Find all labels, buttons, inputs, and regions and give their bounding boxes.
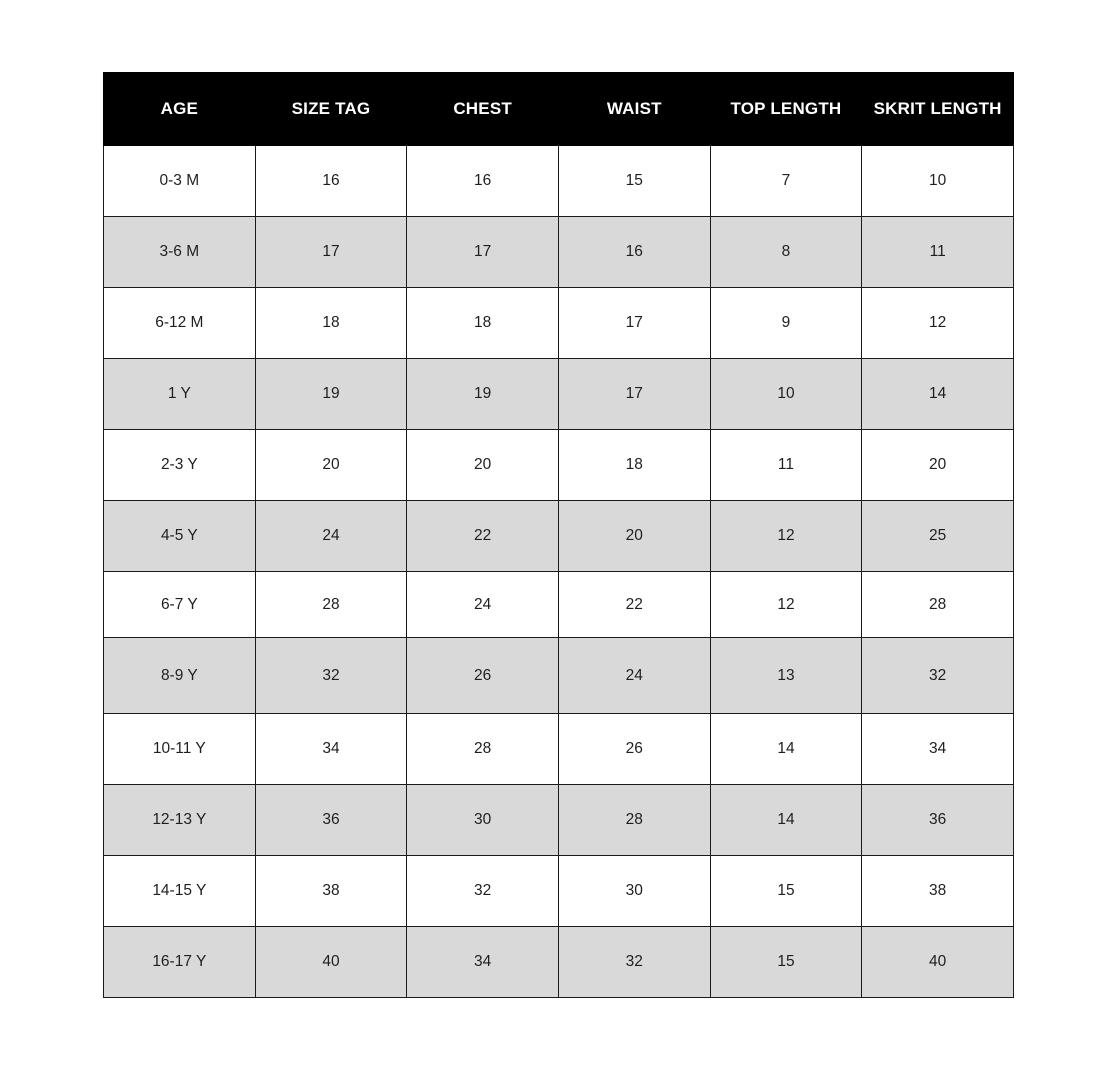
cell-chest: 20 [407, 430, 559, 501]
cell-top-length: 8 [710, 217, 862, 288]
cell-size-tag: 40 [255, 927, 407, 998]
cell-chest: 26 [407, 638, 559, 714]
cell-skirt-length: 36 [862, 785, 1014, 856]
cell-age: 8-9 Y [104, 638, 256, 714]
table-row [104, 288, 1014, 359]
cell-top-length: 14 [710, 714, 862, 785]
header-top-length: TOP LENGTH [710, 73, 862, 146]
cell-chest: 30 [407, 785, 559, 856]
cell-skirt-length: 20 [862, 430, 1014, 501]
cell-waist: 18 [558, 430, 710, 501]
header-chest: CHEST [407, 73, 559, 146]
cell-size-tag: 36 [255, 785, 407, 856]
cell-age: 1 Y [104, 359, 256, 430]
cell-size-tag: 16 [255, 146, 407, 217]
cell-size-tag: 34 [255, 714, 407, 785]
table-row [104, 785, 1014, 856]
header-row [104, 73, 1014, 146]
cell-top-length: 13 [710, 638, 862, 714]
table-row [104, 856, 1014, 927]
cell-age: 16-17 Y [104, 927, 256, 998]
cell-top-length: 12 [710, 501, 862, 572]
cell-waist: 22 [558, 572, 710, 638]
header-skirt-length: SKRIT LENGTH [862, 73, 1014, 146]
table-row [104, 927, 1014, 998]
cell-skirt-length: 14 [862, 359, 1014, 430]
cell-size-tag: 19 [255, 359, 407, 430]
cell-skirt-length: 32 [862, 638, 1014, 714]
cell-chest: 19 [407, 359, 559, 430]
size-chart-header [104, 73, 1014, 146]
cell-chest: 22 [407, 501, 559, 572]
header-size-tag: SIZE TAG [255, 73, 407, 146]
cell-waist: 30 [558, 856, 710, 927]
cell-size-tag: 18 [255, 288, 407, 359]
cell-age: 0-3 M [104, 146, 256, 217]
header-waist: WAIST [558, 73, 710, 146]
size-chart-table [103, 72, 1014, 998]
cell-skirt-length: 34 [862, 714, 1014, 785]
table-row [104, 572, 1014, 638]
cell-skirt-length: 10 [862, 146, 1014, 217]
cell-size-tag: 28 [255, 572, 407, 638]
cell-chest: 24 [407, 572, 559, 638]
table-row [104, 638, 1014, 714]
table-row [104, 359, 1014, 430]
cell-top-length: 12 [710, 572, 862, 638]
cell-top-length: 15 [710, 856, 862, 927]
cell-waist: 32 [558, 927, 710, 998]
cell-waist: 20 [558, 501, 710, 572]
cell-age: 14-15 Y [104, 856, 256, 927]
cell-waist: 24 [558, 638, 710, 714]
cell-chest: 16 [407, 146, 559, 217]
cell-top-length: 10 [710, 359, 862, 430]
cell-chest: 18 [407, 288, 559, 359]
cell-age: 6-7 Y [104, 572, 256, 638]
cell-age: 4-5 Y [104, 501, 256, 572]
table-row [104, 217, 1014, 288]
cell-age: 2-3 Y [104, 430, 256, 501]
cell-age: 3-6 M [104, 217, 256, 288]
cell-skirt-length: 40 [862, 927, 1014, 998]
cell-waist: 17 [558, 288, 710, 359]
cell-top-length: 15 [710, 927, 862, 998]
cell-age: 12-13 Y [104, 785, 256, 856]
cell-waist: 15 [558, 146, 710, 217]
cell-size-tag: 24 [255, 501, 407, 572]
table-row [104, 146, 1014, 217]
cell-chest: 34 [407, 927, 559, 998]
cell-top-length: 11 [710, 430, 862, 501]
cell-waist: 17 [558, 359, 710, 430]
cell-skirt-length: 11 [862, 217, 1014, 288]
cell-age: 10-11 Y [104, 714, 256, 785]
table-row [104, 714, 1014, 785]
header-age: AGE [104, 73, 256, 146]
cell-chest: 32 [407, 856, 559, 927]
table-row [104, 430, 1014, 501]
cell-waist: 16 [558, 217, 710, 288]
cell-size-tag: 17 [255, 217, 407, 288]
cell-size-tag: 32 [255, 638, 407, 714]
cell-chest: 28 [407, 714, 559, 785]
cell-chest: 17 [407, 217, 559, 288]
cell-top-length: 9 [710, 288, 862, 359]
cell-waist: 28 [558, 785, 710, 856]
cell-skirt-length: 28 [862, 572, 1014, 638]
cell-skirt-length: 12 [862, 288, 1014, 359]
cell-age: 6-12 M [104, 288, 256, 359]
cell-waist: 26 [558, 714, 710, 785]
cell-size-tag: 20 [255, 430, 407, 501]
cell-top-length: 7 [710, 146, 862, 217]
table-row [104, 501, 1014, 572]
cell-size-tag: 38 [255, 856, 407, 927]
cell-top-length: 14 [710, 785, 862, 856]
cell-skirt-length: 38 [862, 856, 1014, 927]
cell-skirt-length: 25 [862, 501, 1014, 572]
size-chart-body [104, 146, 1014, 998]
